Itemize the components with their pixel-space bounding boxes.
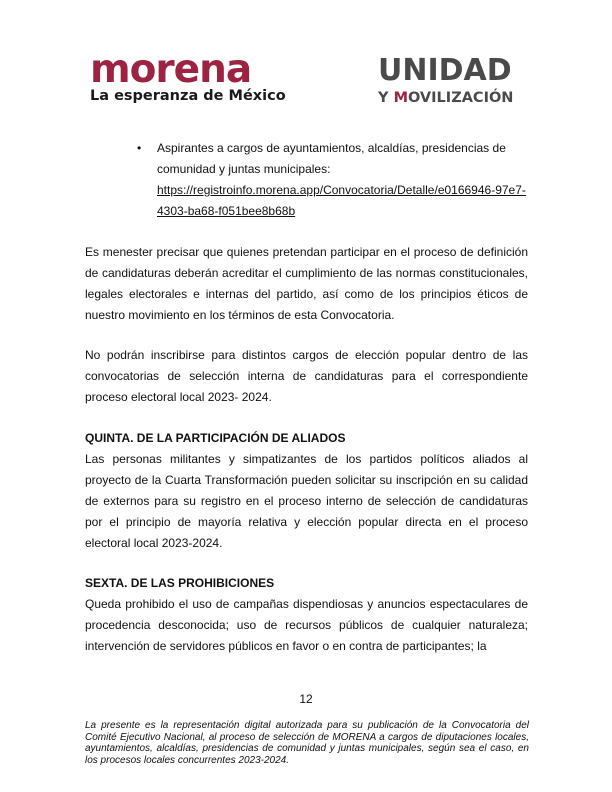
unidad-logo-m: M — [393, 90, 408, 106]
paragraph-requirements: Es menester precisar que quienes pretendan participar en el proceso de definición de candidaturas deberán acreditar el cumplimiento de las normas constitucionales, legales electorales e internas del partido, así como de los principios éticos de nuestro movimiento en los términos de esta Convocatoria. — [85, 245, 528, 322]
bullet-item — [137, 138, 532, 222]
morena-logo — [90, 47, 290, 104]
bullet-text: Aspirantes a cargos de ayuntamientos, alcaldías, presidencias de comunidad y juntas municipales: — [157, 141, 506, 176]
unidad-logo-prefix: Y — [378, 90, 394, 106]
unidad-logo-rest: OVILIZACIÓN — [408, 90, 514, 106]
registration-link[interactable]: https://registroinfo.morena.app/Convocatoria/Detalle/e0166946-97e7-4303-ba68-f051bee8b68b — [157, 183, 526, 218]
paragraph-aliados: Las personas militantes y simpatizantes de los partidos políticos aliados al proyecto de la Cuarta Transformación pueden solicitar su inscripción en su calidad de externos para su registro en el proceso interno de selección de candidaturas por el principio de mayoría relativa y elección popular directa en el proceso electoral local 2023-2024. — [85, 452, 528, 550]
page-number: 12 — [299, 692, 313, 706]
unidad-movilizacion-logo — [378, 53, 538, 107]
heading-quinta: QUINTA. DE LA PARTICIPACIÓN DE ALIADOS — [85, 431, 346, 445]
paragraph-no-registration: No podrán inscribirse para distintos cargos de elección popular dentro de las convocatorias de selección interna de candidaturas para el correspondiente proceso electoral local 2023- 2024. — [85, 348, 528, 404]
unidad-logo-line2 — [378, 89, 538, 107]
paragraph-prohibiciones: Queda prohibido el uso de campañas dispendiosas y anuncios espectaculares de procedencia desconocida; uso de recursos públicos de cualquier naturaleza; intervención de servidores públicos en favor o en contra de participantes; la — [85, 597, 528, 653]
bullet-marker: • — [137, 141, 142, 155]
morena-logo-tagline: La esperanza de México — [90, 88, 286, 104]
unidad-logo-line1: UNIDAD — [378, 53, 512, 88]
heading-sexta: SEXTA. DE LAS PROHIBICIONES — [85, 576, 275, 590]
footer-note: La presente es la representación digital autorizada para su publicación de la Convocatoria del Comité Ejecutivo Nacional, al proceso de selección de MORENA a cargos de diputaciones locales, ayuntamientos, alcaldías, presidencias de comunidad y juntas municipales, según sea el caso, en los procesos locales concurrentes 2023-2024. — [85, 720, 529, 766]
bullet-text-block — [157, 138, 532, 222]
morena-logo-wordmark: morena — [90, 47, 252, 92]
